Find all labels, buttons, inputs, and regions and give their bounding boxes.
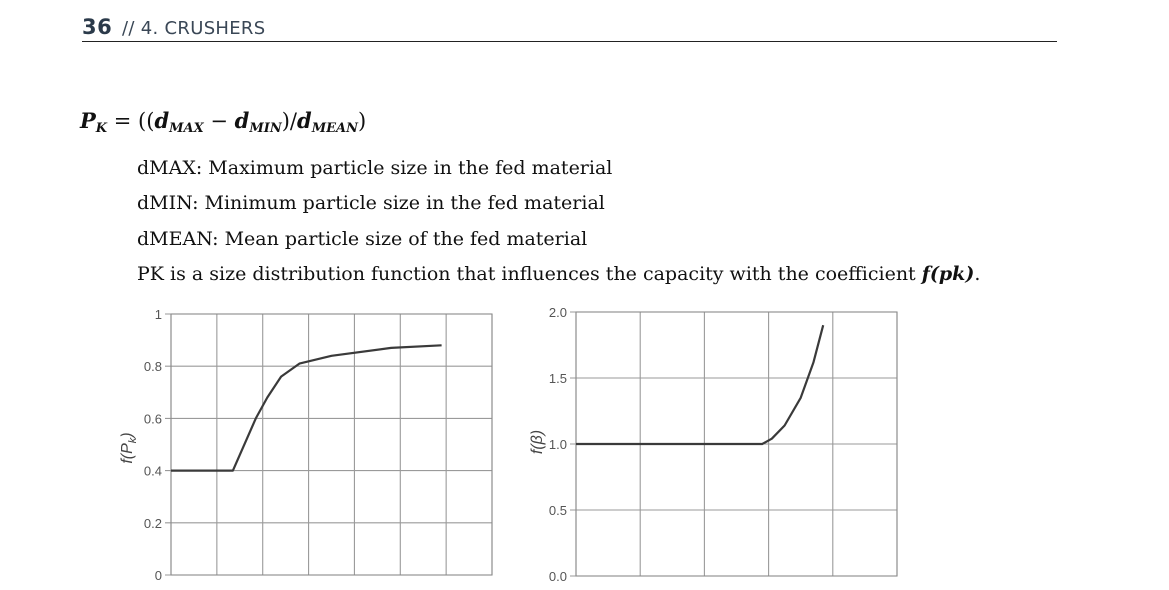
formula-close: ): [357, 109, 367, 133]
chart-fpk-grid: [165, 314, 492, 575]
definition-pk-text: PK is a size distribution function that influences the capacity with the coefficient: [137, 263, 922, 285]
plot-frame: [171, 314, 492, 575]
chart-fbeta-series-line: [576, 325, 823, 444]
chart-fpk-yticks: [144, 307, 162, 583]
definition-dmean: dMEAN: Mean particle size of the fed material: [137, 228, 588, 250]
chart-fpk-series-line: [171, 345, 442, 470]
formula-lhs: P: [80, 108, 96, 133]
formula-dmean: d: [297, 108, 312, 133]
formula-dmax-sub: MAX: [169, 121, 204, 136]
definition-pk: [137, 263, 980, 285]
formula-dmean-sub: MEAN: [311, 121, 358, 136]
formula-lhs-sub: K: [95, 121, 108, 136]
ytick-label: 2.0: [548, 305, 567, 320]
chart-fbeta: [510, 300, 905, 590]
ytick-label: 1: [154, 307, 162, 322]
definition-dmax: dMAX: Maximum particle size in the fed material: [137, 157, 613, 179]
ytick-label: 0.5: [548, 503, 567, 518]
chart-fpk: [110, 300, 500, 590]
ytick-label: 0.2: [143, 515, 162, 531]
ytick-label: 1.5: [548, 371, 567, 386]
formula-dmax: d: [154, 108, 170, 133]
ytick-label: 0.6: [143, 411, 162, 427]
ytick-label: 1.0: [548, 437, 567, 452]
pk-formula: [80, 108, 366, 136]
ytick-label: 0.8: [143, 359, 162, 375]
definition-pk-end: .: [974, 263, 981, 285]
chart-fpk-ylabel: $f(P_k)$: [119, 432, 139, 464]
formula-dmin-sub: MIN: [249, 121, 282, 136]
ytick-label: 0: [154, 568, 162, 583]
ytick-label: 0.0: [548, 569, 567, 584]
formula-eq: = ((: [107, 109, 155, 133]
formula-minus: −: [203, 109, 235, 133]
formula-dmin: d: [234, 108, 250, 133]
ytick-label: 0.4: [143, 463, 162, 479]
definition-pk-coefficient: f(pk): [921, 263, 975, 285]
page-header: [82, 15, 1057, 42]
definition-dmin: dMIN: Minimum particle size in the fed material: [137, 192, 605, 214]
chart-fbeta-ylabel: f(β): [529, 429, 546, 455]
page-number: 36: [82, 15, 113, 39]
chapter-title: // 4. CRUSHERS: [122, 18, 266, 39]
formula-slash: )/: [281, 109, 297, 133]
chart-fbeta-yticks: [549, 305, 567, 584]
